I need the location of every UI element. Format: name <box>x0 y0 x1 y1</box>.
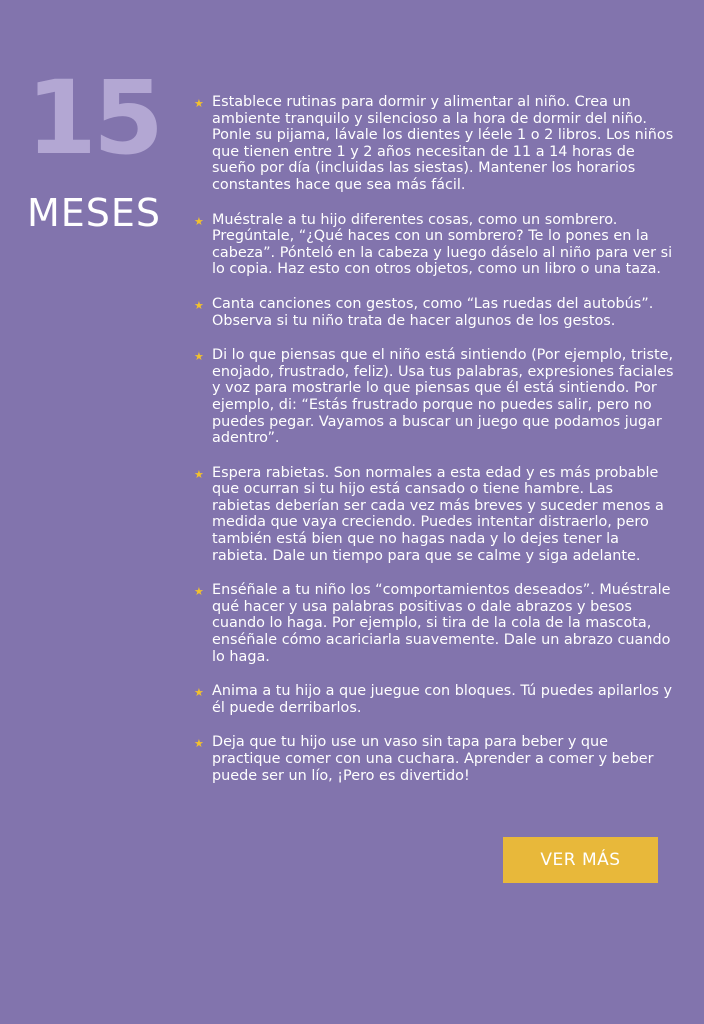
tip-text: Canta canciones con gestos, como “Las ruedas del autobús”. Observa si tu niño trata de hacer algunos de los gestos. <box>212 295 654 329</box>
star-icon: ★ <box>194 97 204 110</box>
tip-item <box>194 94 676 194</box>
star-icon: ★ <box>194 298 204 312</box>
tips-list <box>194 94 676 802</box>
tip-item <box>194 683 676 716</box>
tip-text: Enséñale a tu niño los “comportamientos deseados”. Muéstrale qué hacer y usa palabras positivas o dale abrazos y besos cuando lo haga. Por ejemplo, si tira de la cola de la mascota, enséñale cómo acariciarla suavemente. Dale un abrazo cuando lo haga. <box>212 582 671 665</box>
tip-item <box>194 734 676 784</box>
star-icon: ★ <box>194 467 204 481</box>
age-unit: MESES <box>27 191 162 235</box>
tip-text: Establece rutinas para dormir y alimentar al niño. Crea un ambiente tranquilo y silencioso a la hora de dormir del niño. Ponle su pijama, lávale los dientes y léele 1 o 2 libros. Los niños que tienen entre 1 y 2 años necesitan de 11 a 14 horas de sueño por día (incluidas las siestas). Mantener los horarios constantes hace que sea más fácil. <box>212 94 674 193</box>
see-more-button[interactable]: VER MÁS <box>503 837 658 883</box>
star-icon: ★ <box>194 686 204 700</box>
tip-text: Anima a tu hijo a que juegue con bloques. Tú puedes apilarlos y él puede derribarlos. <box>212 683 672 716</box>
tip-item <box>194 582 676 665</box>
tip-text: Di lo que piensas que el niño está sintiendo (Por ejemplo, triste, enojado, frustrado, feliz). Usa tus palabras, expresiones faciales y voz para mostrarle lo que piensas que él está sintiendo. Por ejemplo, di: “Estás frustrado porque no puedes salir, pero no puedes pegar. Vayamos a buscar un juego que podamos jugar adentro”. <box>212 347 674 447</box>
star-icon: ★ <box>194 737 204 751</box>
tip-item <box>194 296 676 329</box>
tip-item <box>194 212 676 278</box>
tip-text: Espera rabietas. Son normales a esta edad y es más probable que ocurran si tu hijo está cansado o tiene hambre. Las rabietas deberían ser cada vez más breves y suceder menos a medida que vaya creciendo. Puedes intentar distraerlo, pero también está bien que no hagas nada y lo dejes tener la rabieta. Dale un tiempo para que se calme y siga adelante. <box>212 464 664 564</box>
tip-text: Muéstrale a tu hijo diferentes cosas, como un sombrero. Pregúntale, “¿Qué haces con un sombrero? Te lo pones en la cabeza”. Pónteló en la cabeza y luego dáselo al niño para ver si lo copia. Haz esto con otros objetos, como un libro o una taza. <box>212 211 673 278</box>
tip-text: Deja que tu hijo use un vaso sin tapa para beber y que practique comer con una cuchara. Aprender a comer y beber puede ser un lío, ¡Pero es divertido! <box>212 734 654 784</box>
age-number: 15 <box>26 59 160 178</box>
tip-item <box>194 347 676 447</box>
star-icon: ★ <box>194 585 204 599</box>
tip-item <box>194 465 676 565</box>
star-icon: ★ <box>194 214 204 228</box>
star-icon: ★ <box>194 350 204 364</box>
